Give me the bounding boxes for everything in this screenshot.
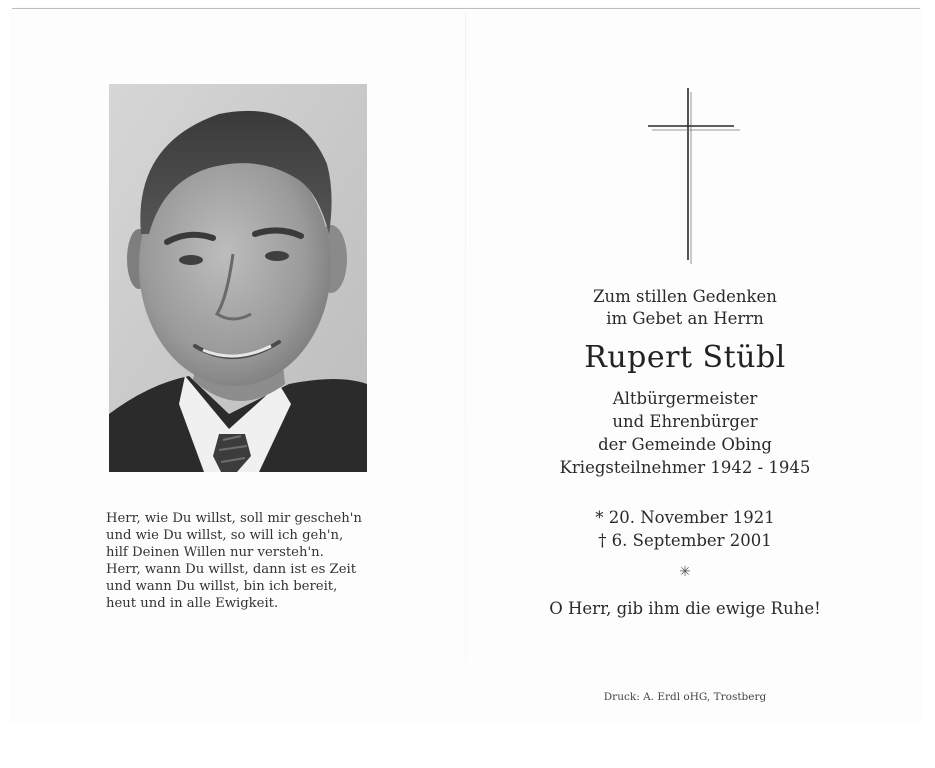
intro-line: Zum stillen Gedenken: [593, 287, 777, 306]
poem: [106, 510, 406, 612]
portrait-photo: [109, 84, 367, 472]
intro-text: [520, 286, 850, 330]
title-line: Kriegsteilnehmer 1942 - 1945: [559, 458, 811, 477]
ornament-icon: ✳: [679, 564, 691, 580]
poem-line: und wann Du willst, bin ich bereit,: [106, 579, 338, 594]
title-line: Altbürgermeister: [612, 389, 758, 408]
cross-icon: [646, 88, 742, 264]
deceased-name: Rupert Stübl: [584, 340, 786, 375]
card-fold-line: [465, 12, 466, 712]
title-line: und Ehrenbürger: [612, 412, 758, 431]
poem-line: Herr, wie Du willst, soll mir gescheh'n: [106, 511, 362, 526]
intro-line: im Gebet an Herrn: [606, 309, 764, 328]
birth-date: * 20. November 1921: [595, 508, 775, 527]
printer-credit: Druck: A. Erdl oHG, Trostberg: [603, 691, 767, 703]
poem-line: und wie Du willst, so will ich geh'n,: [106, 528, 344, 543]
death-date: † 6. September 2001: [598, 531, 772, 550]
poem-line: Herr, wann Du willst, dann ist es Zeit: [106, 562, 357, 577]
life-dates: [520, 506, 850, 552]
titles: [520, 387, 850, 479]
poem-line: heut und in alle Ewigkeit.: [106, 596, 279, 611]
poem-line: hilf Deinen Willen nur versteh'n.: [106, 545, 324, 560]
prayer-text: O Herr, gib ihm die ewige Ruhe!: [549, 599, 821, 618]
title-line: der Gemeinde Obing: [598, 435, 772, 454]
